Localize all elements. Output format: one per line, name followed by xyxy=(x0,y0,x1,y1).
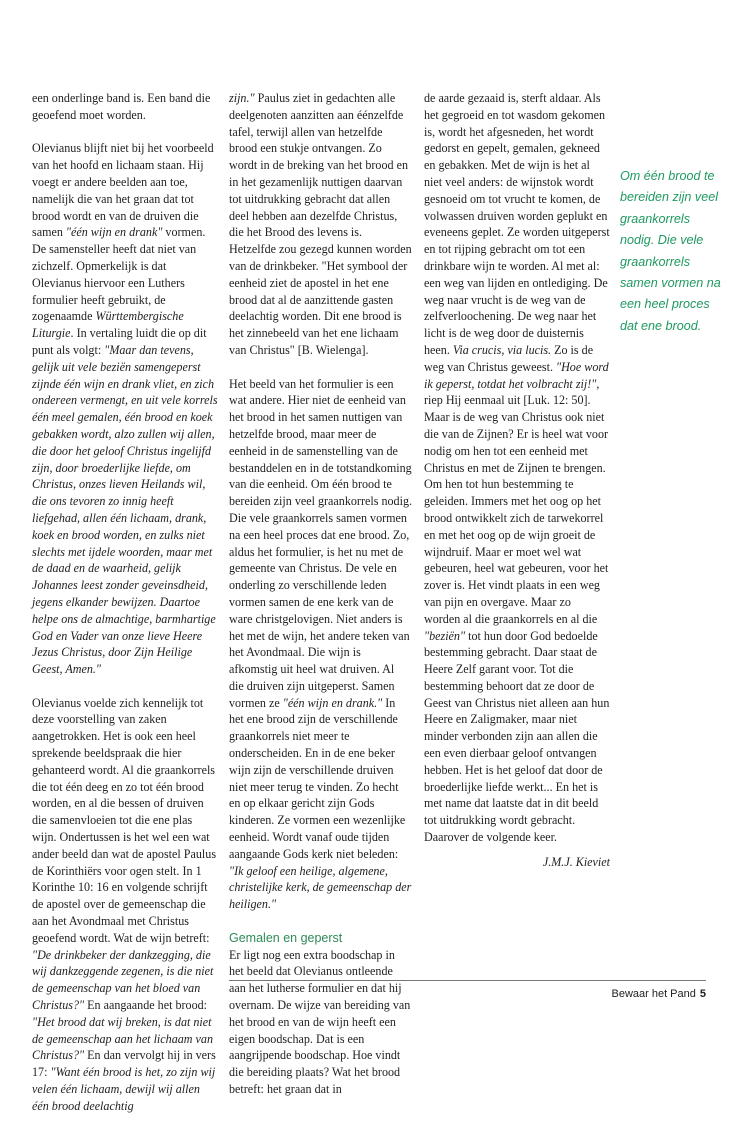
paragraph xyxy=(32,695,218,1115)
quote-text: "Maar dan tevens, gelijk uit vele beziën samengeperst zijnde één wijn en drank vliet, en zich onderеen vermengt, en uit vele korrels één meel gemalen, één brood en koek gebakken wordt, alzo zullen wij allen, die door het geloof Christus ingelijfd zijn, door broederlijke liefde, om Christus, onzes lieven Heilands wil, die ons tevoren zo innig heeft liefgehad, allen één lichaam, drank, koek en brood worden, en zulks niet slechts met ijdele woorden, maar met de daad en de waarheid, gelijk Johannes leest zonder geveinsdheid, jegens elkander bewijzen. Daartoe helpe ons de almachtige, barmhartige God en Vader van onze lieve Heere Jezus Christus, door Zijn Heilige Geest, Amen." xyxy=(32,342,218,677)
quote-text: "beziën" xyxy=(424,628,466,643)
pull-quote: Om één brood te bereiden zijn veel graankorrels nodig. Die vele graankorrels samen vormen na een heel proces dat ene brood. xyxy=(620,169,721,333)
quote-text: "Ik geloof een heilige, algemene, christelijke kerk, de gemeenschap der heiligen." xyxy=(229,863,412,912)
quote-text: zijn." xyxy=(229,91,255,105)
footer-divider xyxy=(229,980,706,981)
paragraph xyxy=(229,376,412,914)
text: een onderlinge band is. Een band die geoefend moet worden. xyxy=(32,91,211,122)
page-number: 5 xyxy=(699,988,706,1000)
quote-text: "één wijn en drank." xyxy=(282,695,383,710)
title-text: Württembergische Liturgie xyxy=(32,309,184,341)
text: tot hun door God bedoelde bestemming gebracht. Daar staat de Heere Zelf garant voor. Tot die bestemming behoort dat ze door de Geest van Christus niet alleen aan hun Heere en Zaligmaker, maar niet minder verbonden zijn aan allen die een even dierbaar geloof ontvangen hebben. Het is het geloof dat door de broederlijke liefde werkt... En het is met name dat laatste dat in dit beeld tot uitdrukking wordt gebracht. Daarover de volgende keer. xyxy=(424,628,610,845)
section-subheading: Gemalen en geperst xyxy=(229,930,343,945)
publication-name: Bewaar het Pand xyxy=(611,988,696,1000)
text: de aarde gezaaid is, sterft aldaar. Als het gegroeid en tot wasdom gekomen is, wordt het afgesneden, het wordt gedorst en gepelt, gemalen, gekneed en gebakken. Met de wijn is het al niet veel anders: de wijnstok wordt gesnoeid om tot vrucht te komen, de volwassen druiven worden geplukt en eveneens geplet. Ze worden uitgeperst en tot rijping gebracht om tot een drinkbare wijn te worden. Al met al: een weg van lijden en ontlediging. De weg naar vrucht is de weg van de zelfverloochening. De weg naar het licht is de weg door de duisternis heen. xyxy=(424,91,610,357)
paragraph xyxy=(32,140,218,678)
text: Paulus ziet in gedachten alle deelgenoten aanzitten aan éénzelfde tafel, terwijl allen van hetzelfde brood een stukje ontvangen. Zo wordt in de breking van het brood en in het gezamenlijk nuttigen daarvan tot uitdrukking gebracht dat allen deel hebben aan dezelfde Christus, die het Brood des levens is. Hetzelfde zou gezegd kunnen worden van de drinkbeker. "Het symbool der eenheid ziet de apostel in het ene brood dat al de aanzittende gasten deelachtig worden. Dit ene brood is het zinnebeeld van het ene lichaam van Christus" [B. Wielenga]. xyxy=(229,91,412,357)
text: Zo is de weg van Christus geweest. xyxy=(424,342,594,374)
article-column-3 xyxy=(424,90,610,871)
latin-phrase: Via crucis, via lucis. xyxy=(452,342,552,357)
text: vormen. De samensteller heeft dat niet van zichzelf. Opmerkelijk is dat Olevianus hiervoor een Luthers formulier heeft gebruikt, de zogenaamde xyxy=(32,225,206,324)
paragraph xyxy=(229,947,412,1098)
text: Het beeld van het formulier is een wat andere. Hier niet de eenheid van het brood in het samen nuttigen van hetzelfde brood, maar meer de eenheid in de samenstelling van de bestanddelen en in de totstandkoming van die eenheid. Om één brood te bereiden zijn veel graankorrels nodig. Die vele graankorrels samen vormen na een heel proces dat ene brood. Zo, aldus het formulier, is het nu met de gemeente van Christus. De vele en onderling zo verschillende leden vormen samen de ene kerk van de ware christgelovigen. Niet anders is het met de wijn, het andere teken van het Avondmaal. Die wijn is afkomstig uit heel wat druiven. Al die druiven zijn uitgeperst. Samen vormen ze xyxy=(229,376,413,710)
text: Olevianus blijft niet bij het voorbeeld van het hoofd en lichaam staan. Hij voegt er andere beelden aan toe, namelijk die van het graan dat tot brood wordt en van de druiven die samen xyxy=(32,141,214,240)
article-column-1 xyxy=(32,90,218,1131)
quote-text: "Het brood dat wij breken, is dat niet de gemeenschap aan het lichaam van Christus?" xyxy=(32,1014,214,1063)
page-footer xyxy=(611,988,706,1000)
text: En aangaande het brood: xyxy=(84,998,208,1013)
text: Er ligt nog een extra boodschap in het beeld dat Olevianus ontleende aan het lutherse formulier en dat hij overnam. De wijze van bereiding van het brood en van de wijn heeft een eigen boodschap. Dat is een aangrijpende boodschap. Hoe vindt die bereiding plaats? Wat het brood betreft: het graan dat in xyxy=(229,947,411,1097)
text: Olevianus voelde zich kennelijk tot deze voorstelling van zaken aangetrokken. Het is ook een heel sprekende beeldspraak die hier gehanteerd wordt. Al die graankorrels die tot één deeg en zo tot één brood worden, en al die bessen of druiven die samenvloeien tot die ene plas wijn. Ondertussen is het wel een wat ander beeld dan wat de apostel Paulus de Korinthiërs voor ogen stelt. In 1 Korinthe 10: 16 en volgende schrijft de apostel over de gemeenschap die aan het Avondmaal met Christus geoefend wordt. Wat de wijn betreft: xyxy=(32,695,217,945)
text: In het ene brood zijn de verschillende graankorrels niet meer te onderscheiden. En in de ene beker wijn zijn de verschillende druiven niet meer terug te vinden. Zo hecht en op elkaar gericht zijn Gods kinderen. Ze vormen een wezenlijke eenheid. Wordt vanaf oude tijden aangaande Gods kerk niet beleden: xyxy=(229,695,406,861)
paragraph xyxy=(32,90,218,124)
quote-text: "De drinkbeker der dankzegging, die wij dankzeggende zegenen, is die niet de gemeenschap van het bloed van Christus?" xyxy=(32,947,214,1013)
text: . In vertaling luidt die op dit punt als volgt: xyxy=(32,326,207,357)
paragraph xyxy=(229,90,412,359)
article-column-2 xyxy=(229,90,412,1115)
quote-text: "Hoe word ik geperst, totdat het volbracht zij!" xyxy=(424,359,609,391)
author-signature: J.M.J. Kieviet xyxy=(542,854,610,869)
quote-text: "één wijn en drank" xyxy=(65,225,163,240)
paragraph xyxy=(424,90,610,846)
quote-text: "Want één brood is het, zo zijn wij velen één lichaam, dewijl wij allen één brood deelachtig xyxy=(32,1065,216,1113)
text: , riep Hij eenmaal uit [Luk. 12: 50]. Maar is de weg van Christus ook niet die van de Zijnen? Er is heel wat voor nodig om hen tot een eenheid met Christus en met de Zijnen te brengen. Om hen tot hun bestemming te geleiden. Immers met het oog op het brood ontwikkelt zich de tarwekorrel en met het oog op de wijn groeit de wijndruif. Maar er moet wel wat gebeuren, heel wat gebeuren, voor het zover is. Het vindt plaats in een weg van pijn en overgave. Maar zo worden al die graankorrels en al die xyxy=(424,376,609,626)
text: En dan vervolgt hij in vers 17: xyxy=(32,1048,216,1080)
